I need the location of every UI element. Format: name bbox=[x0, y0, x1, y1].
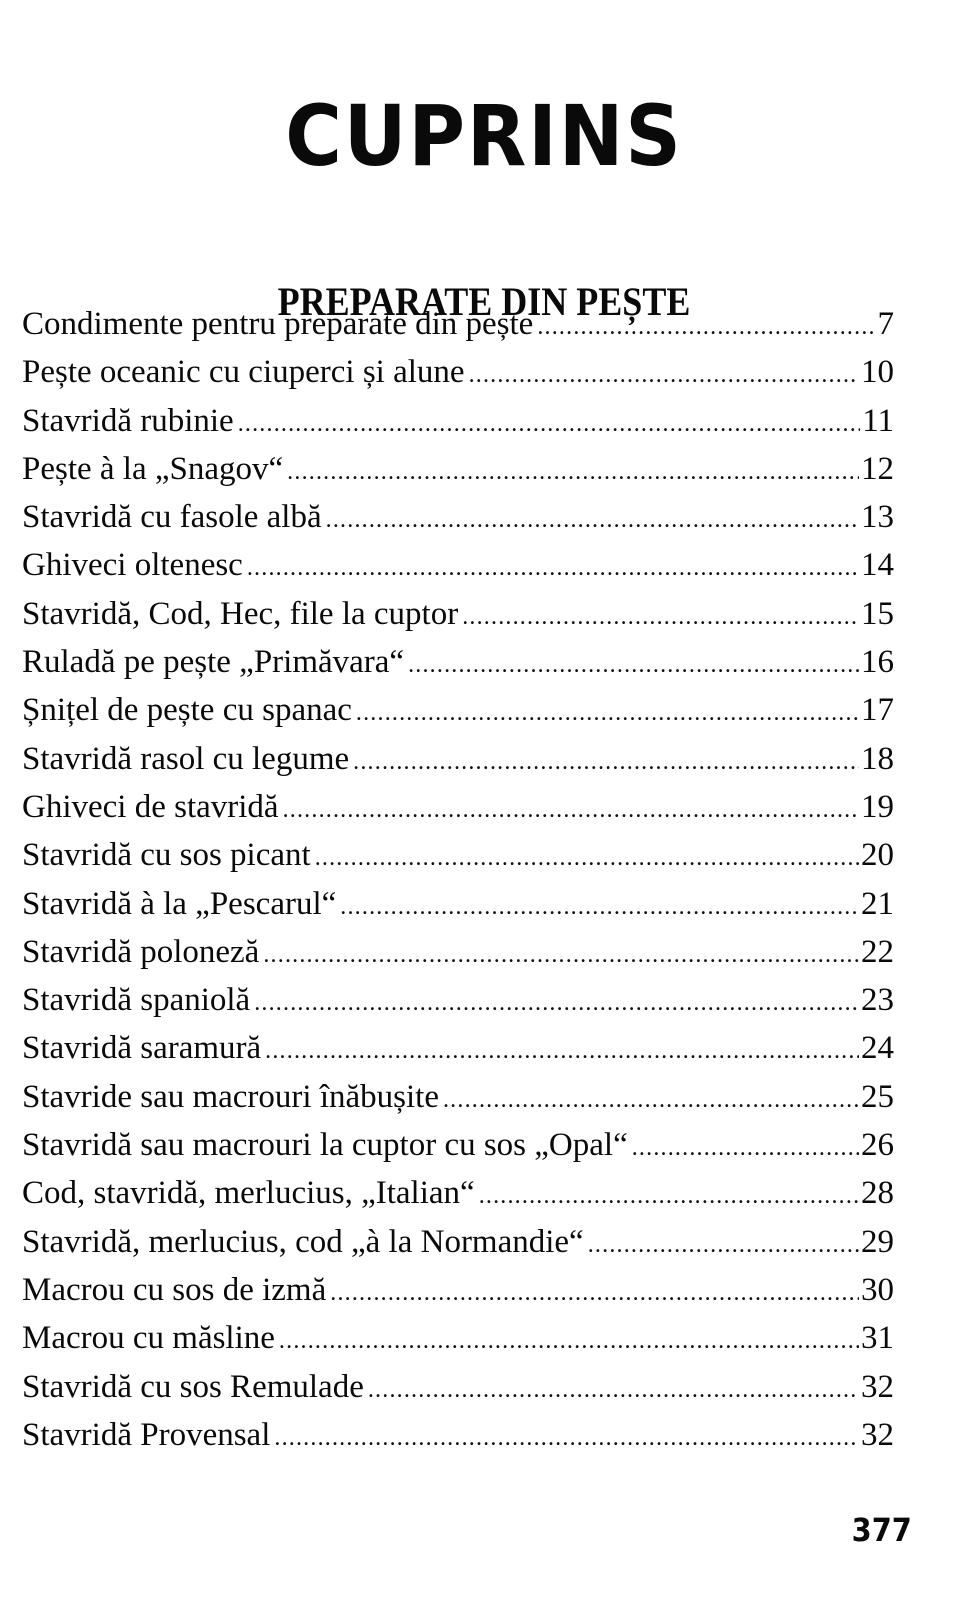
toc-entry[interactable] bbox=[22, 1218, 894, 1266]
dot-leader bbox=[265, 1027, 859, 1072]
toc-entry-page: 19 bbox=[861, 788, 894, 825]
toc-entry-page: 13 bbox=[861, 499, 894, 536]
toc-entry[interactable] bbox=[22, 1363, 894, 1411]
toc-entry-page: 10 bbox=[861, 354, 894, 391]
toc-entry-title: Stavridă spaniolă bbox=[22, 982, 251, 1019]
toc-entry[interactable] bbox=[22, 1121, 894, 1169]
dot-leader bbox=[254, 979, 859, 1024]
toc-entry-title: Stavridă Provensal bbox=[22, 1416, 271, 1453]
toc-entry-title: Macrou cu măsline bbox=[22, 1320, 275, 1357]
dot-leader bbox=[283, 786, 859, 831]
dot-leader bbox=[287, 448, 859, 493]
toc-entry-page: 12 bbox=[861, 450, 894, 487]
toc-entry-title: Stavride sau macrouri înăbușite bbox=[22, 1078, 439, 1115]
toc-entry-page: 22 bbox=[861, 933, 894, 970]
toc-entry[interactable] bbox=[22, 880, 894, 928]
dot-leader bbox=[247, 544, 859, 589]
dot-leader bbox=[408, 641, 859, 686]
toc-entry[interactable] bbox=[22, 1073, 894, 1121]
toc-entry-page: 14 bbox=[861, 547, 894, 584]
toc-entry-title: Pește à la „Snagov“ bbox=[22, 450, 284, 487]
dot-leader bbox=[479, 1172, 859, 1217]
toc-entry-title: Condimente pentru preparate din pește bbox=[22, 306, 534, 342]
toc-entry[interactable] bbox=[22, 638, 894, 686]
dot-leader bbox=[368, 1366, 859, 1411]
toc-entry[interactable] bbox=[22, 1169, 894, 1217]
dot-leader bbox=[632, 1124, 859, 1169]
toc-entry[interactable] bbox=[22, 493, 894, 541]
toc-entry-page: 21 bbox=[861, 885, 894, 922]
toc-entry[interactable] bbox=[22, 300, 894, 348]
toc-entry-title: Stavridă rasol cu legume bbox=[22, 740, 350, 777]
dot-leader bbox=[274, 1414, 859, 1459]
toc-entry-page: 23 bbox=[861, 982, 894, 1019]
toc-entry-page: 17 bbox=[861, 692, 894, 729]
page-number: 377 bbox=[851, 1511, 912, 1549]
toc-entry[interactable] bbox=[22, 928, 894, 976]
toc-entry-page: 28 bbox=[861, 1175, 894, 1212]
toc-entry-title: Șnițel de pește cu spanac bbox=[22, 692, 352, 729]
toc-entry-page: 29 bbox=[861, 1223, 894, 1260]
toc-entry-title: Pește oceanic cu ciuperci și alune bbox=[22, 354, 465, 391]
dot-leader bbox=[238, 400, 861, 445]
dot-leader bbox=[588, 1221, 859, 1266]
toc-entry-page: 26 bbox=[861, 1127, 894, 1164]
toc-entry-title: Stavridă poloneză bbox=[22, 933, 260, 970]
toc-entry-page: 15 bbox=[861, 595, 894, 632]
toc-entry-title: Stavridă, Cod, Hec, file la cuptor bbox=[22, 595, 459, 632]
toc-entry[interactable] bbox=[22, 1024, 894, 1072]
toc-entry[interactable] bbox=[22, 541, 894, 589]
toc-entry[interactable] bbox=[22, 1266, 894, 1314]
toc-entry[interactable] bbox=[22, 686, 894, 734]
toc-entry-title: Stavridă rubinie bbox=[22, 402, 234, 439]
toc-entry-page: 31 bbox=[861, 1320, 894, 1357]
toc-entry-page: 16 bbox=[861, 644, 894, 681]
toc-entry-title: Macrou cu sos de izmă bbox=[22, 1271, 327, 1308]
toc-entry[interactable] bbox=[22, 1314, 894, 1362]
toc-entry[interactable] bbox=[22, 348, 894, 396]
dot-leader bbox=[340, 883, 859, 928]
toc-entry[interactable] bbox=[22, 445, 894, 493]
section-heading: PREPARATE DIN PEȘTE bbox=[277, 279, 691, 325]
dot-leader bbox=[537, 303, 875, 348]
dot-leader bbox=[279, 1317, 859, 1362]
toc-entry-title: Stavridă à la „Pescarul“ bbox=[22, 885, 337, 922]
page-title: CUPRINS bbox=[285, 87, 683, 186]
dot-leader bbox=[326, 496, 859, 541]
toc-entry-page: 20 bbox=[861, 837, 894, 874]
toc-entry-page: 30 bbox=[861, 1271, 894, 1308]
toc-entry-title: Cod, stavridă, merlucius, „Italian“ bbox=[22, 1175, 475, 1212]
toc-entry-title: Stavridă cu sos Remulade bbox=[22, 1368, 364, 1405]
toc-entry[interactable] bbox=[22, 397, 894, 445]
toc-entry[interactable] bbox=[22, 976, 894, 1024]
dot-leader bbox=[443, 1076, 859, 1121]
toc-entry-title: Ruladă pe pește „Primăvara“ bbox=[22, 644, 405, 681]
dot-leader bbox=[353, 738, 859, 783]
dot-leader bbox=[263, 931, 859, 976]
toc-entry-title: Ghiveci de stavridă bbox=[22, 788, 279, 825]
dot-leader bbox=[330, 1269, 859, 1314]
toc-entry-page: 7 bbox=[877, 306, 894, 342]
toc-entry[interactable] bbox=[22, 735, 894, 783]
toc-entry[interactable] bbox=[22, 1411, 894, 1459]
table-of-contents bbox=[22, 300, 894, 1459]
toc-entry-title: Stavridă saramură bbox=[22, 1030, 262, 1067]
toc-entry-page: 11 bbox=[862, 402, 894, 439]
toc-entry-title: Stavridă cu sos picant bbox=[22, 837, 311, 874]
dot-leader bbox=[469, 351, 859, 396]
toc-entry-title: Stavridă cu fasole albă bbox=[22, 499, 322, 536]
dot-leader bbox=[315, 834, 859, 879]
toc-entry-page: 18 bbox=[861, 740, 894, 777]
dot-leader bbox=[356, 689, 859, 734]
dot-leader bbox=[462, 593, 859, 638]
toc-entry-page: 32 bbox=[861, 1368, 894, 1405]
toc-entry[interactable] bbox=[22, 783, 894, 831]
toc-entry[interactable] bbox=[22, 590, 894, 638]
toc-entry-title: Ghiveci oltenesc bbox=[22, 547, 243, 584]
toc-entry-page: 32 bbox=[861, 1416, 894, 1453]
toc-entry[interactable] bbox=[22, 831, 894, 879]
toc-entry-title: Stavridă sau macrouri la cuptor cu sos „Opal“ bbox=[22, 1127, 628, 1164]
toc-entry-title: Stavridă, merlucius, cod „à la Normandie“ bbox=[22, 1223, 584, 1260]
toc-entry-page: 25 bbox=[861, 1078, 894, 1115]
toc-entry-page: 24 bbox=[861, 1030, 894, 1067]
